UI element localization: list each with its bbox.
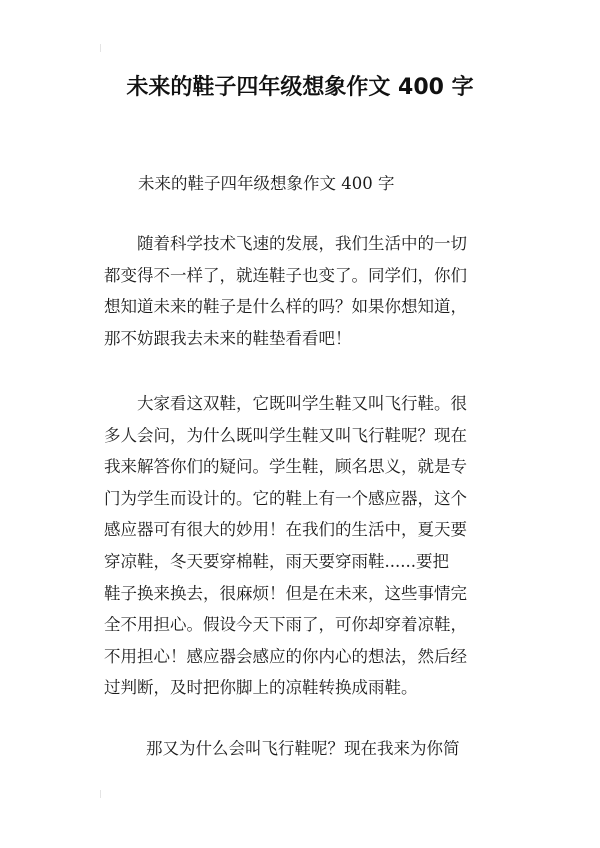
paragraph-line: 我来解答你们的疑问。学生鞋，顾名思义，就是专 (104, 457, 467, 477)
paragraph-line: 那不妨跟我去未来的鞋垫看看吧！ (104, 328, 352, 348)
paragraph-line: 随着科学技术飞速的发展，我们生活中的一切 (137, 234, 467, 253)
page-corner-mark (100, 44, 101, 52)
paragraph-line: 门为学生而设计的。它的鞋上有一个感应器，这个 (104, 488, 467, 508)
paragraph-line: 鞋子换来换去，很麻烦！但是在未来，这些事情完 (104, 583, 467, 603)
paragraph-line: 那又为什么会叫飞行鞋呢？现在我来为你简 (146, 739, 460, 758)
document-subtitle: 未来的鞋子四年级想象作文 400 字 (138, 174, 395, 193)
paragraph-line: 多人会问，为什么既叫学生鞋又叫飞行鞋呢？现在 (104, 425, 467, 445)
paragraph-line: 过判断，及时把你脚上的凉鞋转换成雨鞋。 (104, 678, 418, 698)
paragraph-line: 大家看这双鞋，它既叫学生鞋又叫飞行鞋。很 (137, 394, 467, 413)
paragraph-line: 感应器可有很大的妙用！在我们的生活中，夏天要 (104, 520, 467, 540)
paragraph-line: 全不用担心。假设今天下雨了，可你却穿着凉鞋， (104, 615, 467, 635)
paragraph-1 (104, 228, 504, 354)
document-title: 未来的鞋子四年级想象作文 400 字 (126, 75, 474, 100)
paragraph-line: 穿凉鞋，冬天要穿棉鞋，雨天要穿雨鞋......要把 (104, 551, 449, 571)
paragraph-2 (104, 388, 504, 704)
paragraph-line: 想知道未来的鞋子是什么样的吗？如果你想知道， (104, 297, 467, 317)
paragraph-line: 不用担心！感应器会感应的你内心的想法，然后经 (104, 646, 467, 666)
paragraph-3 (104, 733, 504, 765)
page-corner-mark (100, 790, 101, 798)
paragraph-line: 都变得不一样了，就连鞋子也变了。同学们，你们 (104, 265, 467, 285)
